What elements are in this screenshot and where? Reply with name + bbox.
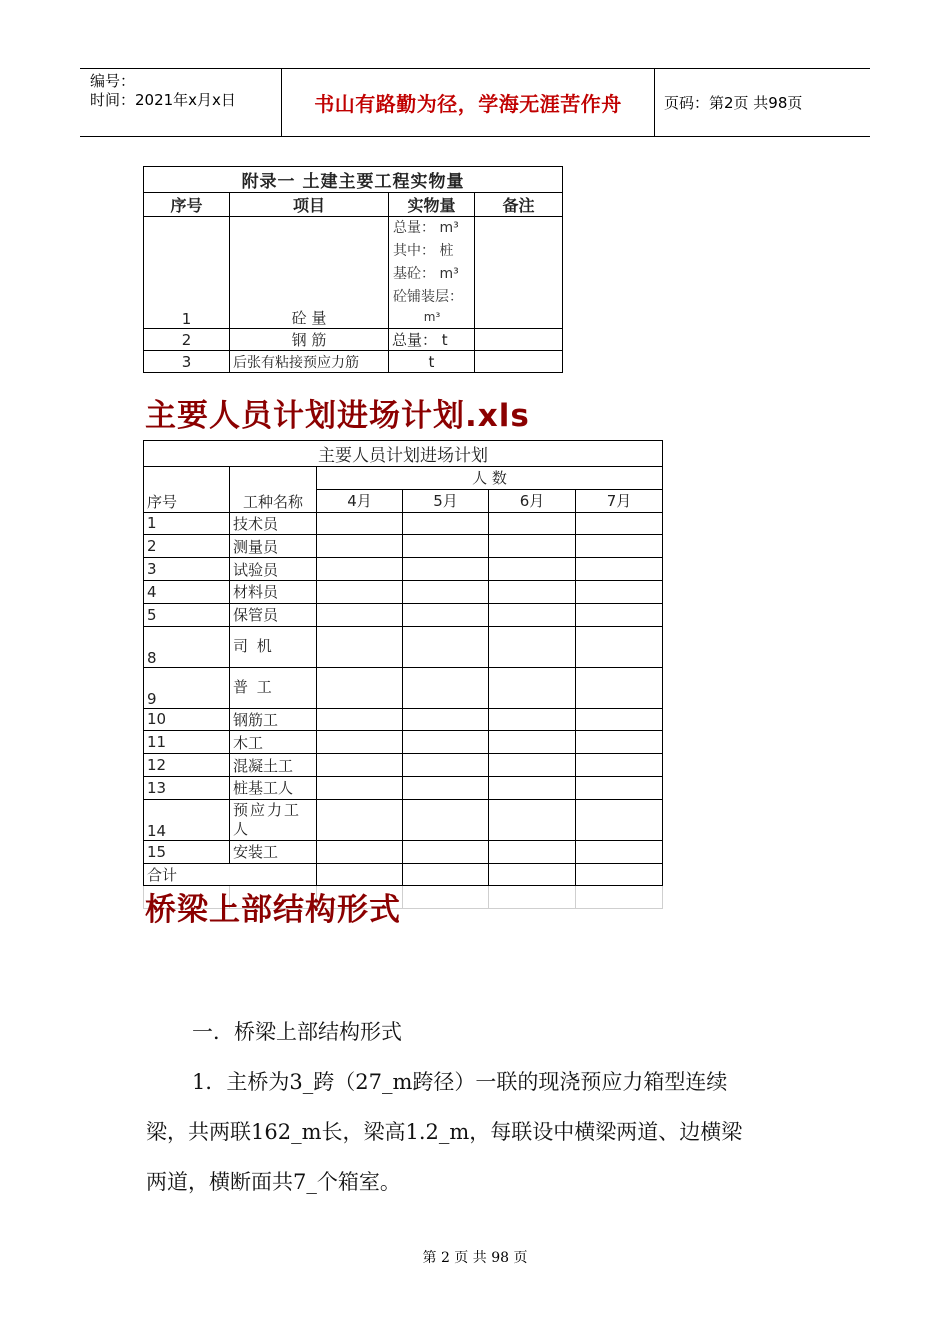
row-worker-type: 测量员 (230, 535, 317, 558)
header-top-rule (80, 68, 870, 69)
col-header-month: 6月 (489, 489, 576, 512)
quantity-line: 其中： 桩 (393, 243, 454, 259)
col-header-note: 备注 (475, 193, 563, 217)
row-no: 13 (144, 776, 230, 799)
row-no: 8 (144, 626, 230, 667)
month-cell (576, 754, 663, 777)
month-cell (403, 558, 489, 581)
row-no: 4 (144, 580, 230, 603)
month-cell (317, 799, 403, 840)
header-page-info: 页码：第2页 共98页 (664, 94, 803, 112)
month-cell (489, 603, 576, 626)
month-cell (317, 708, 403, 731)
month-cell (317, 558, 403, 581)
table-row (144, 840, 663, 863)
row-worker-type: 材料员 (230, 580, 317, 603)
month-cell (489, 667, 576, 708)
paragraph-line: 梁，共两联162_m长，梁高1.2_m，每联设中横梁两道、边横梁 (146, 1120, 743, 1144)
row-no: 1 (144, 512, 230, 535)
row-no: 15 (144, 840, 230, 863)
month-cell (403, 580, 489, 603)
row-no: 11 (144, 731, 230, 754)
table-row (144, 799, 663, 840)
col-header-count: 人 数 (317, 467, 663, 490)
row-worker-type: 普 工 (230, 667, 317, 708)
quantity-line: 砼铺装层： (393, 289, 463, 305)
month-cell (576, 776, 663, 799)
row-worker-type: 预应力工人 (230, 799, 317, 840)
row-worker-type: 保管员 (230, 603, 317, 626)
month-cell (489, 799, 576, 840)
header-bottom-rule (80, 136, 870, 137)
quantity-line: 总量： m³ (393, 220, 459, 236)
row-worker-type: 钢筋工 (230, 708, 317, 731)
month-cell (403, 603, 489, 626)
month-cell (403, 776, 489, 799)
table-row (144, 535, 663, 558)
row-worker-type: 木工 (230, 731, 317, 754)
month-cell (317, 840, 403, 863)
section-heading-bridge: 桥梁上部结构形式 (145, 892, 401, 928)
header-divider-right (654, 68, 655, 136)
row-worker-type: 安装工 (230, 840, 317, 863)
row-worker-type: 桩基工人 (230, 776, 317, 799)
col-header-no: 序号 (144, 193, 230, 217)
month-cell (489, 840, 576, 863)
row-no: 10 (144, 708, 230, 731)
row-item: 后张有粘接预应力筋 (230, 351, 389, 373)
month-cell (576, 558, 663, 581)
month-cell (576, 799, 663, 840)
row-no: 2 (144, 535, 230, 558)
table-row (144, 626, 663, 667)
paragraph-line: 两道，横断面共7_个箱室。 (146, 1170, 401, 1194)
month-cell (489, 731, 576, 754)
month-cell (576, 667, 663, 708)
header-motto: 书山有路勤为径，学海无涯苦作舟 (314, 92, 622, 116)
month-cell (403, 626, 489, 667)
col-header-month: 7月 (576, 489, 663, 512)
row-no: 2 (144, 329, 230, 351)
month-cell (317, 626, 403, 667)
col-header-quantity: 实物量 (389, 193, 475, 217)
personnel-table-title: 主要人员计划进场计划 (144, 441, 663, 467)
total-label: 合计 (144, 863, 317, 886)
row-no: 3 (144, 558, 230, 581)
month-cell (489, 626, 576, 667)
time-label: 时间：2021年x月x日 (90, 91, 236, 109)
table-row (144, 776, 663, 799)
col-header-month: 5月 (403, 489, 489, 512)
table-row (144, 580, 663, 603)
table-row (144, 217, 563, 329)
month-cell (403, 667, 489, 708)
row-note (475, 351, 563, 373)
table-row (144, 512, 663, 535)
row-note (475, 329, 563, 351)
row-note (475, 217, 563, 329)
row-worker-type: 技术员 (230, 512, 317, 535)
month-cell (489, 708, 576, 731)
month-cell (403, 754, 489, 777)
row-worker-type: 混凝土工 (230, 754, 317, 777)
month-cell (317, 535, 403, 558)
month-cell (576, 731, 663, 754)
table-row (144, 329, 563, 351)
row-item: 钢 筋 (230, 329, 389, 351)
table-row (144, 667, 663, 708)
row-no: 14 (144, 799, 230, 840)
row-no: 5 (144, 603, 230, 626)
month-cell (489, 754, 576, 777)
month-cell (403, 512, 489, 535)
row-no: 3 (144, 351, 230, 373)
month-cell (489, 558, 576, 581)
row-worker-type: 司 机 (230, 626, 317, 667)
table-row (144, 754, 663, 777)
total-row (144, 863, 663, 886)
quantity-line: 基砼： m³ (393, 266, 459, 282)
month-cell (317, 731, 403, 754)
month-cell (576, 580, 663, 603)
row-no: 9 (144, 667, 230, 708)
col-header-item: 项目 (230, 193, 389, 217)
month-cell (576, 603, 663, 626)
month-cell (489, 535, 576, 558)
section-heading-personnel: 主要人员计划进场计划.xls (145, 398, 530, 434)
personnel-table (143, 440, 663, 909)
paragraph-line: 1．主桥为3_跨（27_m跨径）一联的现浇预应力箱型连续 (192, 1070, 728, 1094)
row-quantity (389, 217, 475, 329)
table-row (144, 558, 663, 581)
table-row (144, 351, 563, 373)
month-cell (489, 580, 576, 603)
month-cell (489, 776, 576, 799)
col-header-no: 序号 (144, 467, 230, 513)
month-cell (489, 512, 576, 535)
month-cell (403, 840, 489, 863)
table-row (144, 731, 663, 754)
serial-label: 编号： (90, 72, 136, 90)
month-cell (403, 799, 489, 840)
month-cell (317, 667, 403, 708)
quantity-line: m³ (423, 310, 441, 324)
table-row (144, 708, 663, 731)
month-cell (576, 535, 663, 558)
page-footer: 第 2 页 共 98 页 (422, 1250, 528, 1266)
col-header-type: 工种名称 (230, 467, 317, 513)
month-cell (317, 580, 403, 603)
appendix-table (143, 166, 563, 373)
month-cell (403, 708, 489, 731)
month-cell (403, 535, 489, 558)
row-worker-type: 试验员 (230, 558, 317, 581)
month-cell (317, 603, 403, 626)
month-cell (317, 776, 403, 799)
row-quantity: t (389, 351, 475, 373)
col-header-month: 4月 (317, 489, 403, 512)
month-cell (576, 840, 663, 863)
row-item: 砼 量 (230, 217, 389, 329)
table-row (144, 603, 663, 626)
month-cell (576, 512, 663, 535)
month-cell (317, 754, 403, 777)
month-cell (576, 708, 663, 731)
month-cell (403, 731, 489, 754)
month-cell (576, 626, 663, 667)
row-no: 1 (144, 217, 230, 329)
section-title: 一．桥梁上部结构形式 (192, 1020, 402, 1044)
appendix-table-title: 附录一 土建主要工程实物量 (144, 167, 563, 193)
row-quantity: 总量： t (389, 329, 475, 351)
row-no: 12 (144, 754, 230, 777)
month-cell (317, 512, 403, 535)
